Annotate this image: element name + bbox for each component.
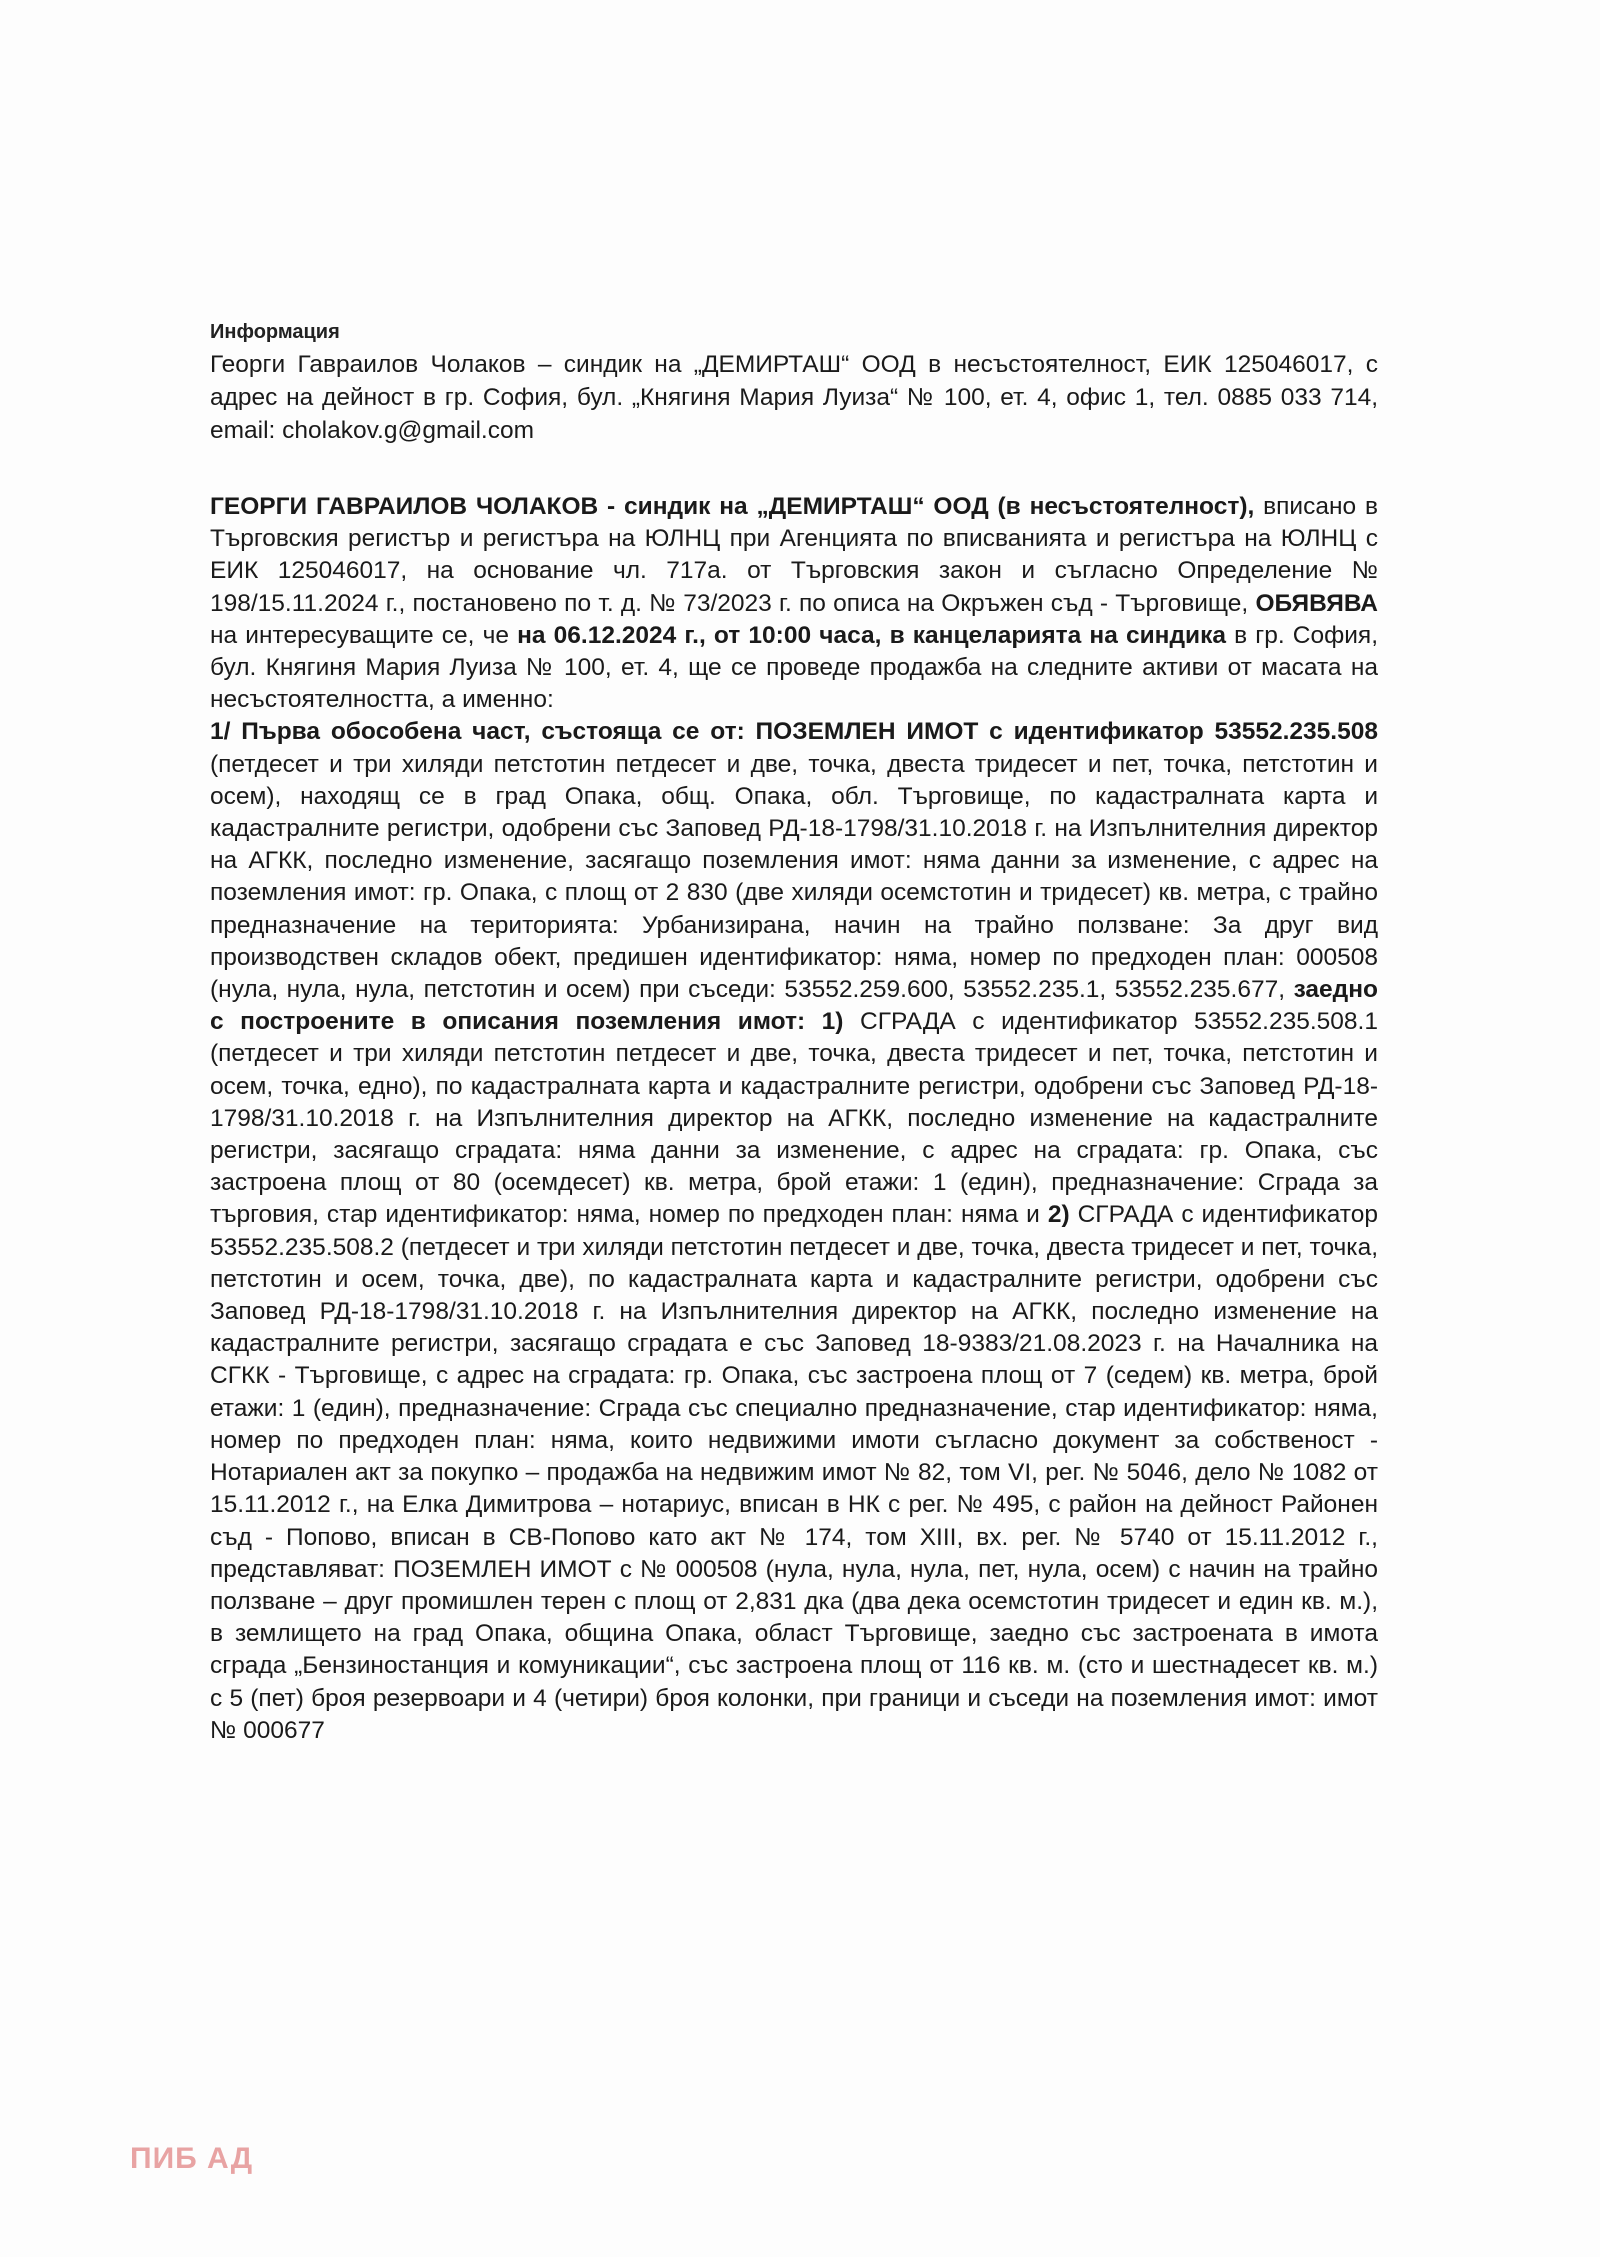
section-1-text-1: (петдесет и три хиляди петстотин петдесет и две, точка, двеста тридесет и пет, точка, петстотин и осем), находящ се в град Опака, общ. Опака, обл. Търговище, по кадастралната карта и кадастралните регистри, одобрени със Заповед РД-18-1798/31.10.2018 г. на Изпълнителния директор на АГКК, последно изменение, засягащо поземления имот: няма данни за изменение, с адрес на поземления имот: гр. Опака, с площ от 2 830 (две хиляди осемстотин и тридесет) кв. метра, с трайно предназначение на територията: Урбанизирана, начин на трайно ползване: За друг вид производствен складов обект, предишен идентификатор: няма, номер по предходен план: 000508 (нула, нула, нула, петстотин и осем) при съседи: 53552.259.600, 53552.235.1, 53552.235.677, (210, 750, 1378, 1004)
syndic-contact-info: Георги Гавраилов Чолаков – синдик на „ДЕМИРТАШ“ ООД в несъстоятелност, ЕИК 125046017, с адрес на дейност в гр. София, бул. „Княгиня Мария Луиза“ № 100, ет. 4, офис 1, тел. 0885 033 714, email: cholakov.g@gmail.com (210, 351, 1378, 444)
syndic-name-bold: ГЕОРГИ ГАВРАИЛОВ ЧОЛАКОВ - синдик на „ДЕМИРТАШ“ ООД (в несъстоятелност), (210, 493, 1255, 520)
buildings-bold: заедно с построените в описания поземления имот: 1) (210, 976, 1378, 1036)
announcement-text-1: вписано в Търговския регистър и регистъра на ЮЛНЦ при Агенцията по вписванията и регистъра на ЮЛНЦ с ЕИК 125046017, на основание чл. 717а. от Търговския закон и съгласно Определение № 198/15.11.2024 г., постановено по т. д. № 73/2023 г. по описа на Окръжен съд - Търговище, (210, 493, 1378, 617)
sale-date-bold: на 06.12.2024 г., от 10:00 часа, в канцеларията на синдика (517, 621, 1226, 649)
announcement-text-3: в гр. София, бул. Княгиня Мария Луиза № 100, ет. 4, ще се проведе продажба на следните активи от масата на несъстоятелността, а именно: (210, 621, 1379, 714)
section-1-text-3: СГРАДА с идентификатор 53552.235.508.2 (петдесет и три хиляди петстотин петдесет и две, точка, двеста тридесет и пет, точка, петстотин и осем, точка, две), по кадастралната карта и кадастралните регистри, одобрени със Заповед РД-18-1798/31.10.2018 г. на Изпълнителния директор на АГКК, последно изменение на кадастралните регистри, засягащо сградата е със Заповед 18-9383/21.08.2023 г. на Началника на СГКК - Търговище, с адрес на сградата: гр. Опака, със застроена площ от 7 (седем) кв. метра, брой етажи: 1 (един), предназначение: Сграда със специално предназначение, стар идентификатор: няма, номер по предходен план: няма, които недвижими имоти съгласно документ за собственост - Нотариален акт за покупко – продажба на недвижим имот № 82, том VI, рег. № 5046, дело № 1082 от 15.11.2012 г., на Елка Димитрова – нотариус, вписан в НК с рег. № 495, с район на дейност Районен съд - Попово, вписан в СВ-Попово като акт № 174, том XIII, вх. рег. № 5740 от 15.11.2012 г., представляват: ПОЗЕМЛЕН ИМОТ с № 000508 (нула, нула, нула, пет, нула, осем) с начин на трайно ползване – друг промишлен терен с площ от 2,831 дка (два дека осемстотин тридесет и един кв. м.), в землището на град Опака, община Опака, област Търговище, заедно със застроената в имота сграда „Бензиностанция и комуникации“, със застроена площ от 116 кв. м. (сто и шестнадесет кв. м.) с 5 (пет) броя резервоари и 4 (четири) броя колонки, при граници и съседи на поземления имот: имот № 000677 (210, 1201, 1378, 1744)
document-body (210, 318, 1378, 1747)
announces-bold: ОБЯВЯВА (1255, 589, 1378, 617)
bank-watermark: ПИБ АД (130, 2142, 254, 2175)
announcement-paragraph (210, 491, 1378, 716)
announcement-text-2: на интересуващите се, че (210, 621, 518, 649)
section-1-paragraph (210, 716, 1378, 1747)
section-1-title: 1/ Първа обособена част, състояща се от: ПОЗЕМЛЕН ИМОТ с идентификатор 53552.235.508 (210, 718, 1378, 746)
section-1-text-2: СГРАДА с идентификатор 53552.235.508.1 (петдесет и три хиляди петстотин петдесет и две, точка, двеста тридесет и пет, точка, петстотин и осем, точка, едно), по кадастралната карта и кадастралните регистри, одобрени със Заповед РД-18-1798/31.10.2018 г. на Изпълнителния директор на АГКК, последно изменение на кадастралните регистри, засягащо сградата: няма данни за изменение, с адрес на сградата: гр. Опака, със застроена площ от 80 (осемдесет) кв. метра, брой етажи: 1 (един), предназначение: Сграда за търговия, стар идентификатор: няма, номер по предходен план: няма и (210, 1008, 1378, 1229)
item-2-bold: 2) (1047, 1201, 1070, 1229)
document-heading: Информация (210, 321, 340, 343)
